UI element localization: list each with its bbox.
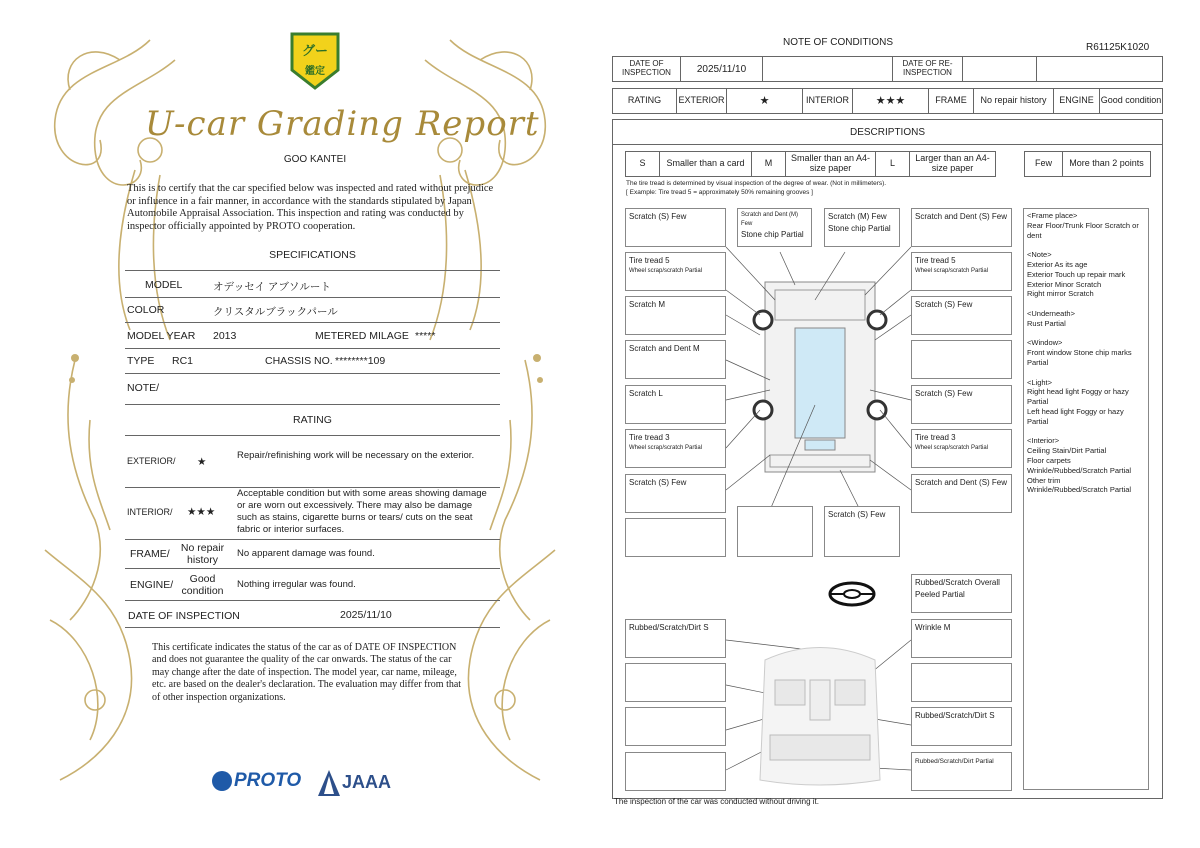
desc-text: Rubbed/Scratch/Dirt S — [629, 623, 709, 632]
desc-text: Scratch (S) Few — [629, 212, 687, 221]
desc-box-right-2 — [911, 252, 1012, 291]
desc-text-2: Peeled Partial — [915, 590, 965, 599]
desc-box-right-3 — [911, 296, 1012, 335]
note-line: Right mirror Scratch — [1027, 289, 1094, 299]
engine-desc: Nothing irregular was found. — [237, 579, 356, 590]
desc-text-small: Scratch and Dent (M) Few — [741, 212, 799, 227]
car-interior-diagram — [755, 640, 885, 790]
desc-box-top-2 — [824, 208, 900, 247]
model-row — [125, 270, 500, 298]
note-line: Wrinkle/Rubbed/Scratch Partial — [1027, 465, 1132, 475]
note-line: Rear Floor/Trunk Floor Scratch or dent — [1027, 220, 1139, 240]
desc-box-right-7 — [911, 474, 1012, 513]
note-line — [1027, 329, 1145, 339]
desc-box-left-8 — [625, 518, 726, 557]
desc-box-bottom-1 — [737, 506, 813, 557]
color-row — [125, 297, 500, 323]
certificate-disclaimer: This certificate indicates the status of the car as of DATE OF INSPECTION and does not guarantee the quality of the car onwards. The status of the car may change after the date of inspection. The model year, car name, mileage, etc. are based on the dealer's declaration. The evaluation may differ from that of other inspection organizations. — [152, 642, 462, 703]
note-line — [1027, 299, 1145, 309]
date-of-inspection-row — [125, 601, 500, 628]
exterior-label: EXTERIOR/ — [127, 456, 176, 466]
note-line: <Window> — [1027, 338, 1063, 348]
engine-label: ENGINE/ — [130, 579, 174, 591]
legend-m: M — [752, 152, 786, 176]
note-line: Left head light Foggy or hazy Partial — [1027, 406, 1124, 426]
desc-box-interior-right-3 — [911, 707, 1012, 746]
note-line: Floor carpets — [1027, 455, 1071, 465]
legend-s: S — [626, 152, 660, 176]
note-line: Wrinkle/Rubbed/Scratch Partial — [1027, 485, 1132, 495]
model-year-value: 2013 — [213, 330, 237, 342]
note-line: Front window Stone chip marks Partial — [1027, 348, 1132, 367]
legend-few: Few — [1025, 152, 1063, 176]
tire-note-2: [ Example: Tire tread 5 = approximately 50% remaining grooves ] — [626, 189, 813, 196]
exterior-label: EXTERIOR — [677, 89, 727, 113]
desc-box-interior-left-1 — [625, 619, 726, 658]
desc-box-right-1 — [911, 208, 1012, 247]
model-year-row — [125, 323, 500, 349]
date-of-inspection-label: DATE OF INSPECTION — [613, 57, 681, 81]
legend-l-desc: Larger than an A4-size paper — [915, 153, 990, 173]
desc-text-small: Wheel scrap/scratch Partial — [629, 445, 703, 451]
type-value: RC1 — [172, 355, 194, 367]
chassis-value: ********109 — [335, 355, 386, 367]
interior-rating: ★★★ — [853, 89, 929, 113]
rating-label: RATING — [613, 89, 677, 113]
certification-statement: This is to certify that the car specified below was inspected and rated without prejudice or influence in a fair manner, in accordance with the standards stipulated by Japan Automobile Appraisal Association. This inspection and rating was conducted by inspector officially appointed by PROTO cooperation. — [127, 183, 494, 232]
desc-box-steering — [911, 574, 1012, 613]
desc-text: Wrinkle M — [915, 623, 951, 632]
legend-l: L — [876, 152, 910, 176]
note-line: <Light> — [1027, 377, 1053, 387]
desc-text-small: Wheel scrap/scratch Partial — [915, 268, 989, 274]
exterior-desc: Repair/refinishing work will be necessary on the exterior. — [237, 450, 475, 461]
goo-kantei-badge — [288, 30, 342, 90]
desc-text: Tire tread 3 — [915, 433, 956, 442]
desc-text: Scratch and Dent (S) Few — [915, 478, 1008, 487]
date-of-inspection-value: 2025/11/10 — [681, 57, 763, 81]
desc-box-interior-left-2 — [625, 663, 726, 702]
interior-desc: Acceptable condition but with some areas showing damage or are worn out excessively. There may also be damage such as stains, cigarette burns or tears/ cuts on the seat fabric or interior surfaces. — [237, 488, 487, 535]
desc-text: Rubbed/Scratch Overall — [915, 578, 1000, 587]
jaaa-mark-icon — [318, 770, 340, 796]
chassis-label: CHASSIS NO. — [265, 355, 333, 367]
engine-value: Good condition — [181, 573, 224, 597]
note-line: <Frame place> — [1027, 211, 1078, 220]
desc-box-left-2 — [625, 252, 726, 291]
exterior-value: ★ — [197, 456, 207, 468]
type-label: TYPE — [127, 355, 155, 367]
desc-text-small: Wheel scrap/scratch Partial — [629, 268, 703, 274]
desc-text: Stone chip Partial — [741, 230, 804, 239]
desc-box-interior-right-4 — [911, 752, 1012, 791]
desc-text: Scratch (M) Few — [828, 212, 887, 221]
frame-rating-row — [125, 540, 500, 569]
frame-label: FRAME — [929, 89, 974, 113]
metered-milage-value: ***** — [415, 330, 436, 342]
desc-text: Scratch L — [629, 389, 663, 398]
date-value: 2025/11/10 — [340, 609, 392, 621]
note-label: NOTE/ — [127, 382, 160, 394]
note-line — [1027, 427, 1145, 437]
desc-text-2: Stone chip Partial — [828, 224, 891, 233]
desc-box-top-1 — [737, 208, 812, 247]
desc-text: Rubbed/Scratch/Dirt Partial — [915, 758, 994, 765]
engine-rating-row — [125, 569, 500, 601]
date-label: DATE OF INSPECTION — [128, 610, 240, 622]
legend-s-desc: Smaller than a card — [660, 152, 752, 176]
note-line: <Note> — [1027, 250, 1052, 260]
notes-panel — [1023, 208, 1149, 790]
interior-label: INTERIOR/ — [127, 507, 173, 517]
legend-few-desc: More than 2 points — [1069, 158, 1144, 169]
note-line — [1027, 240, 1145, 250]
badge-top-text: グー — [301, 43, 328, 58]
proto-logo-text: PROTO — [234, 770, 302, 791]
desc-box-interior-right-1 — [911, 619, 1012, 658]
steering-wheel-icon — [827, 580, 877, 608]
desc-box-left-3 — [625, 296, 726, 335]
sheet-footer: The inspection of the car was conducted without driving it. — [614, 797, 819, 806]
sheet-title: NOTE OF CONDITIONS — [783, 37, 893, 48]
desc-text-small: Wheel scrap/scratch Partial — [915, 445, 989, 451]
frame-value: No repair history — [974, 89, 1054, 113]
color-value: クリスタルブラックパール — [213, 306, 338, 318]
rating-heading: RATING — [293, 414, 332, 426]
desc-text: Scratch and Dent M — [629, 344, 700, 353]
note-line: Other trim — [1027, 475, 1061, 485]
note-line: <Underneath> — [1027, 308, 1075, 318]
desc-box-interior-right-2 — [911, 663, 1012, 702]
note-line: Exterior Touch up repair mark — [1027, 269, 1126, 279]
desc-text: Tire tread 5 — [629, 256, 670, 265]
desc-box-left-1 — [625, 208, 726, 247]
desc-text: Scratch M — [629, 300, 666, 309]
engine-label: ENGINE — [1054, 89, 1100, 113]
sheet-ref: R61125K1020 — [1086, 42, 1150, 53]
desc-text: Tire tread 3 — [629, 433, 670, 442]
notes-list — [1027, 211, 1145, 495]
specifications-heading: SPECIFICATIONS — [269, 249, 356, 261]
model-label: MODEL — [145, 279, 183, 291]
desc-box-left-7 — [625, 474, 726, 513]
note-line: Exterior As its age — [1027, 259, 1088, 269]
interior-value: ★★★ — [187, 506, 216, 518]
desc-box-left-5 — [625, 385, 726, 424]
desc-box-interior-left-4 — [625, 752, 726, 791]
note-line: <Interior> — [1027, 436, 1060, 446]
desc-box-left-4 — [625, 340, 726, 379]
model-year-label: MODEL YEAR — [127, 330, 196, 342]
desc-box-right-5 — [911, 385, 1012, 424]
note-of-conditions-sheet — [600, 0, 1200, 848]
desc-box-interior-left-3 — [625, 707, 726, 746]
desc-text: Tire tread 5 — [915, 256, 956, 265]
desc-text: Scratch (S) Few — [915, 300, 973, 309]
exterior-rating: ★ — [727, 89, 803, 113]
engine-value: Good condition — [1100, 95, 1162, 106]
desc-text: Scratch (S) Few — [629, 478, 687, 487]
type-row — [125, 349, 500, 374]
desc-text: Scratch (S) Few — [828, 510, 886, 519]
interior-label: INTERIOR — [803, 89, 853, 113]
jaaa-logo-text: JAAA — [342, 772, 392, 792]
frame-label: FRAME/ — [130, 548, 170, 560]
note-line: Ceiling Stain/Dirt Partial — [1027, 446, 1107, 456]
exterior-rating-row — [125, 435, 500, 488]
frame-desc: No apparent damage was found. — [237, 548, 375, 559]
tire-note-1: The tire tread is determined by visual inspection of the degree of wear. (Not in millimeters). — [626, 180, 887, 187]
legend-m-desc: Smaller than an A4-size paper — [786, 152, 876, 176]
desc-text: Scratch and Dent (S) Few — [915, 212, 1008, 221]
desc-text: Scratch (S) Few — [915, 389, 973, 398]
descriptions-heading: DESCRIPTIONS — [613, 120, 1162, 145]
note-line: Right head light Foggy or hazy Partial — [1027, 387, 1129, 407]
interior-rating-row — [125, 487, 500, 540]
desc-box-left-6 — [625, 429, 726, 468]
note-line: Rust Partial — [1027, 318, 1066, 328]
report-subtitle: GOO KANTEI — [283, 154, 347, 165]
model-value: オデッセイ アブソルート — [213, 281, 331, 293]
report-title: U-car Grading Report — [145, 104, 540, 144]
desc-text: Rubbed/Scratch/Dirt S — [915, 711, 995, 720]
desc-box-right-6 — [911, 429, 1012, 468]
color-label: COLOR — [127, 304, 165, 316]
note-line — [1027, 368, 1145, 378]
desc-box-bottom-2 — [824, 506, 900, 557]
frame-value: No repair history — [180, 542, 225, 566]
badge-bottom-text: 鑑定 — [305, 66, 325, 77]
note-line: Exterior Minor Scratch — [1027, 279, 1102, 289]
reinspection-label: DATE OF RE-INSPECTION — [893, 57, 963, 81]
metered-milage-label: METERED MILAGE — [315, 330, 409, 342]
desc-box-right-4 — [911, 340, 1012, 379]
proto-mark-icon — [212, 771, 232, 791]
note-row — [125, 374, 500, 405]
